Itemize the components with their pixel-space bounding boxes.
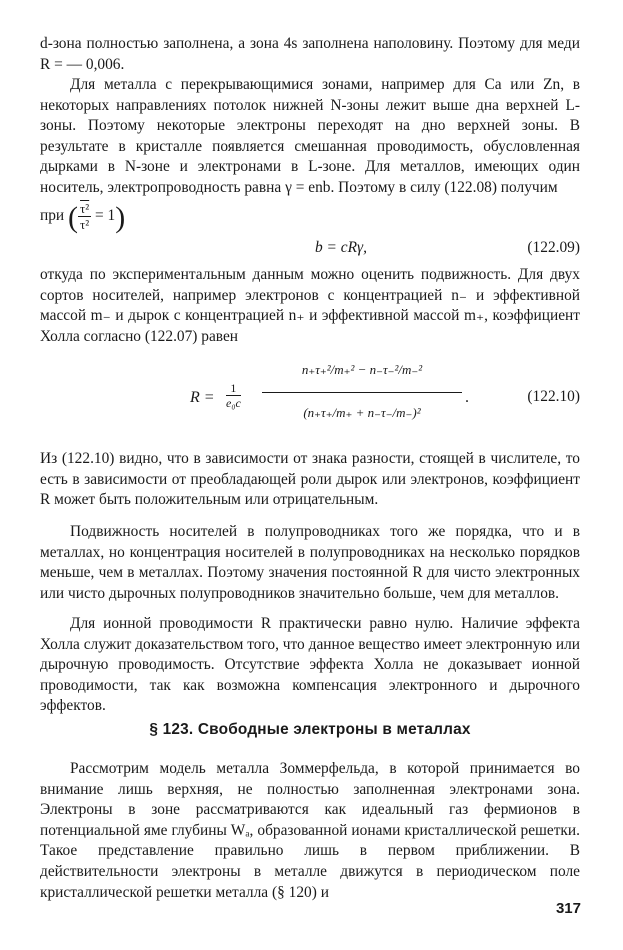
paragraph-sign: Из (122.10) видно, что в зависимости от знака разности, стоящей в числителе, то есть в зависимости от преобладающей роли дырок или электронов, коэффициент R может быть положительным или отрицательным. <box>40 450 580 509</box>
numerator-expression: n₊τ₊²/m₊² − n₋τ₋²/m₋² <box>301 362 423 377</box>
condition-fraction <box>78 201 91 232</box>
condition-prefix: при <box>40 207 65 225</box>
equation-122-10 <box>190 346 580 446</box>
equation-122-10-label: (122.10) <box>527 388 580 405</box>
equation-122-09 <box>40 239 580 261</box>
prefactor-denominator: e₀c <box>226 396 241 410</box>
condition-frac-den: τ² <box>80 217 90 232</box>
equation-122-09-body: b = cRγ, <box>315 239 367 256</box>
equation-122-10-fraction <box>262 348 462 439</box>
condition-rhs: = 1 <box>95 207 116 225</box>
paragraph-overlapping-bands: Для металла с перекрывающимися зонами, например для Ca или Zn, в некоторых направлениях потолок нижней N-зоны лежит выше дна верхней L-зоны. Поэтому некоторые электроны переходят на дно верхней зоны. В результате в кристалле появляется смешанная проводимость, обусловленная дырками в N-зоне и электронами в L-зоне. Для металлов, имеющих один носитель, электропроводность равна γ = enb. Поэтому в силу (122.08) получим <box>40 76 580 196</box>
equation-122-10-lhs: R = <box>190 389 215 406</box>
section-heading: § 123. Свободные электроны в металлах <box>149 721 471 738</box>
paragraph-mobility: откуда по экспериментальным данным можно оценить подвижность. Для двух сортов носителей, например электронов с концентрацией n₋ и эффективной массой m₋ и дырок с концентрацией n₊ и эффективной массой m₊, коэффициент Холла согласно (122.07) равен <box>40 266 580 345</box>
denominator-expression: (n₊τ₊/m₊ + n₋τ₋/m₋)² <box>303 405 421 420</box>
equation-122-10-period: . <box>465 389 469 406</box>
equation-122-09-label: (122.09) <box>527 239 580 256</box>
condition-frac-num: τ² <box>80 201 90 216</box>
equation-122-10-prefactor <box>226 381 241 410</box>
equation-122-10-numerator <box>262 348 462 393</box>
paragraph-ionic: Для ионной проводимости R практически равно нулю. Наличие эффекта Холла служит доказательством того, что данное вещество имеет электронную или дырочную проводимость. Отсутствие эффекта Холла не доказывает ионной проводимости, так как возможна компенсация электронного и дырочного эффектов. <box>40 615 580 715</box>
paragraph-sommerfeld: Рассмотрим модель металла Зоммерфельда, в которой принимается во внимание лишь верхняя, не полностью заполненная электронами зона. Электроны в зоне рассматриваются как идеальный газ фермионов в потенциальной яме глубины Wₐ, образованной ионами кристаллической решетки. Такое представление правильно лишь в первом приближении. В действительности электроны в металле движутся в периодическом поле кристаллической решетки металла (§ 120) и <box>40 760 580 901</box>
right-paren: ) <box>115 201 126 235</box>
paragraph-semiconductors: Подвижность носителей в полупроводниках того же порядка, что и в металлах, но концентрация носителей в полупроводниках на несколько порядков меньше, чем в металлах. Поэтому значения постоянной R для чисто электронных или чисто дырочных полупроводников значительно больше, чем для металлов. <box>40 523 580 602</box>
paragraph-intro: d-зона полностью заполнена, а зона 4s заполнена наполовину. Поэтому для меди R = — 0,006. <box>40 35 580 73</box>
page-number: 317 <box>555 900 581 917</box>
prefactor-numerator: 1 <box>226 381 241 396</box>
left-paren: ( <box>68 201 79 235</box>
equation-122-10-denominator <box>262 393 462 439</box>
condition-line <box>40 201 580 235</box>
